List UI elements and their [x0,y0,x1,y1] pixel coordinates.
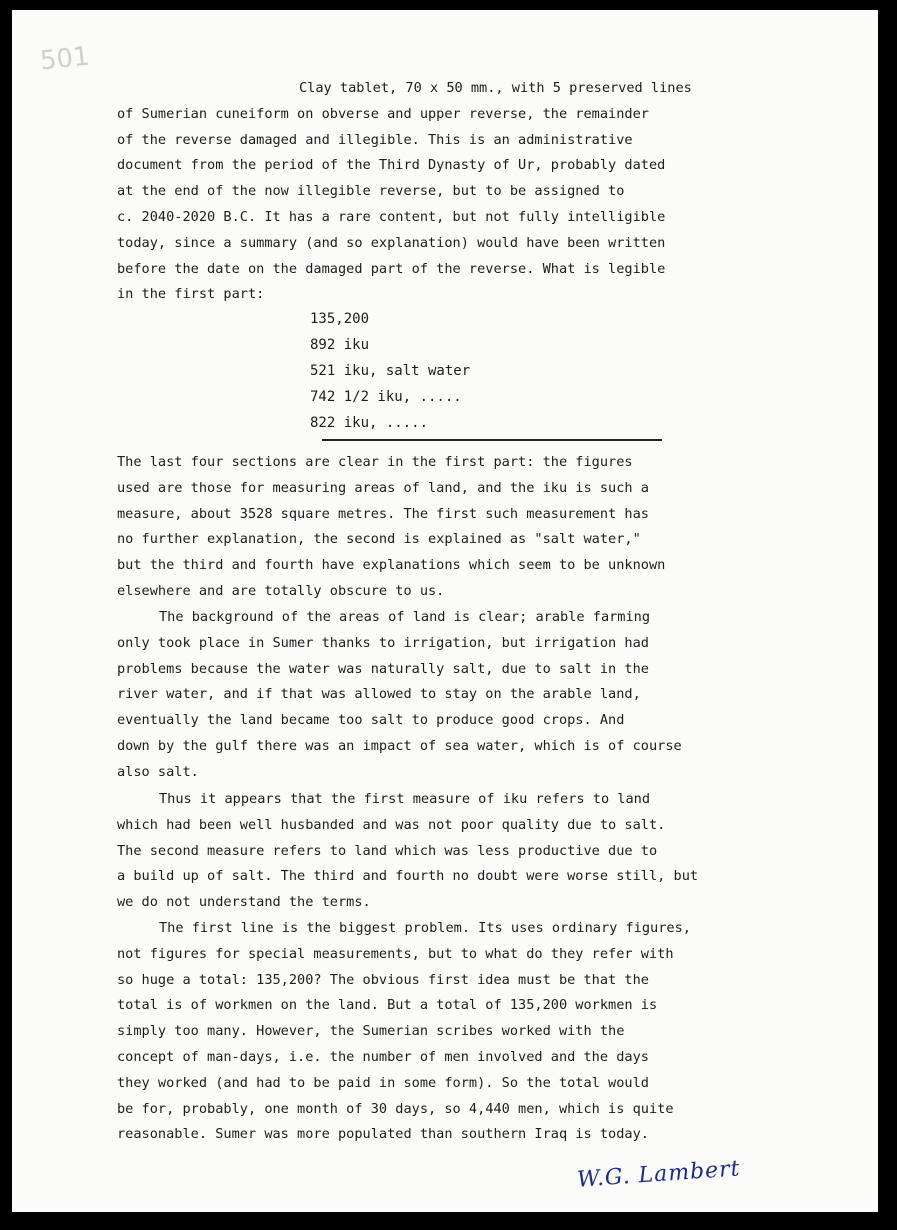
text-line: of Sumerian cuneiform on obverse and upper reverse, the remainder [117,105,649,122]
text-line: no further explanation, the second is explained as "salt water," [117,531,641,548]
measurement-list [310,306,570,436]
signature: W.G. Lambert [576,1156,742,1193]
list-item: 822 iku, ..... [310,415,429,431]
text-line: total is of workmen on the land. But a total of 135,200 workmen is [117,997,658,1014]
text-line: only took place in Sumer thanks to irrigation, but irrigation had [117,634,649,651]
text-line: measure, about 3528 square metres. The first such measurement has [117,505,649,522]
text-line: simply too many. However, the Sumerian scribes worked with the [117,1023,625,1040]
text-line: they worked (and had to be paid in some form). So the total would [117,1074,649,1091]
text-line: before the date on the damaged part of the reverse. What is legible [117,260,666,277]
text-line: reasonable. Sumer was more populated than southern Iraq is today. [117,1126,649,1143]
text-line: we do not understand the terms. [117,894,371,911]
text-line: so huge a total: 135,200? The obvious first idea must be that the [117,971,649,988]
list-item: 135,200 [310,311,370,327]
text-line: document from the period of the Third Dynasty of Ur, probably dated [117,157,666,174]
text-line: eventually the land became too salt to produce good crops. And [117,712,625,729]
paragraph-4 [117,916,857,1148]
text-line: which had been well husbanded and was not poor quality due to salt. [117,816,666,833]
text-line: c. 2040-2020 B.C. It has a rare content, but not fully intelligible [117,208,666,225]
text-line: elsewhere and are totally obscure to us. [117,582,445,599]
list-item: 521 iku, salt water [310,363,471,379]
text-line: used are those for measuring areas of land, and the iku is such a [117,479,649,496]
text-line: The first line is the biggest problem. Its uses ordinary figures, [159,920,691,936]
paragraph-2 [117,605,857,786]
document-page [12,10,878,1212]
paragraph-1 [117,450,857,605]
text-line: river water, and if that was allowed to stay on the arable land, [117,686,641,703]
text-line: not figures for special measurements, but to what do they refer with [117,945,674,962]
text-line: down by the gulf there was an impact of sea water, which is of course [117,737,682,754]
pencil-number: 501 [38,41,92,77]
list-item: 892 iku [310,337,370,353]
text-line: The second measure refers to land which was less productive due to [117,842,658,859]
paragraph-3 [117,787,857,916]
text-line: be for, probably, one month of 30 days, so 4,440 men, which is quite [117,1100,674,1117]
text-line: Clay tablet, 70 x 50 mm., with 5 preserved lines [299,80,692,96]
text-line: Thus it appears that the first measure of iku refers to land [159,791,651,807]
text-line: a build up of salt. The third and fourth no doubt were worse still, but [117,868,699,885]
text-line: The last four sections are clear in the first part: the figures [117,454,633,470]
text-line: at the end of the now illegible reverse, but to be assigned to [117,183,625,200]
text-line: problems because the water was naturally salt, due to salt in the [117,660,649,677]
text-line: also salt. [117,763,199,780]
text-line: The background of the areas of land is clear; arable farming [159,609,651,625]
list-item: 742 1/2 iku, ..... [310,389,462,405]
text-line: of the reverse damaged and illegible. This is an administrative [117,131,633,148]
separator-line [322,439,662,441]
intro-paragraph [117,76,857,308]
text-line: concept of man-days, i.e. the number of men involved and the days [117,1048,649,1065]
text-line: but the third and fourth have explanations which seem to be unknown [117,557,666,574]
text-line: today, since a summary (and so explanation) would have been written [117,234,666,251]
text-line: in the first part: [117,286,265,303]
